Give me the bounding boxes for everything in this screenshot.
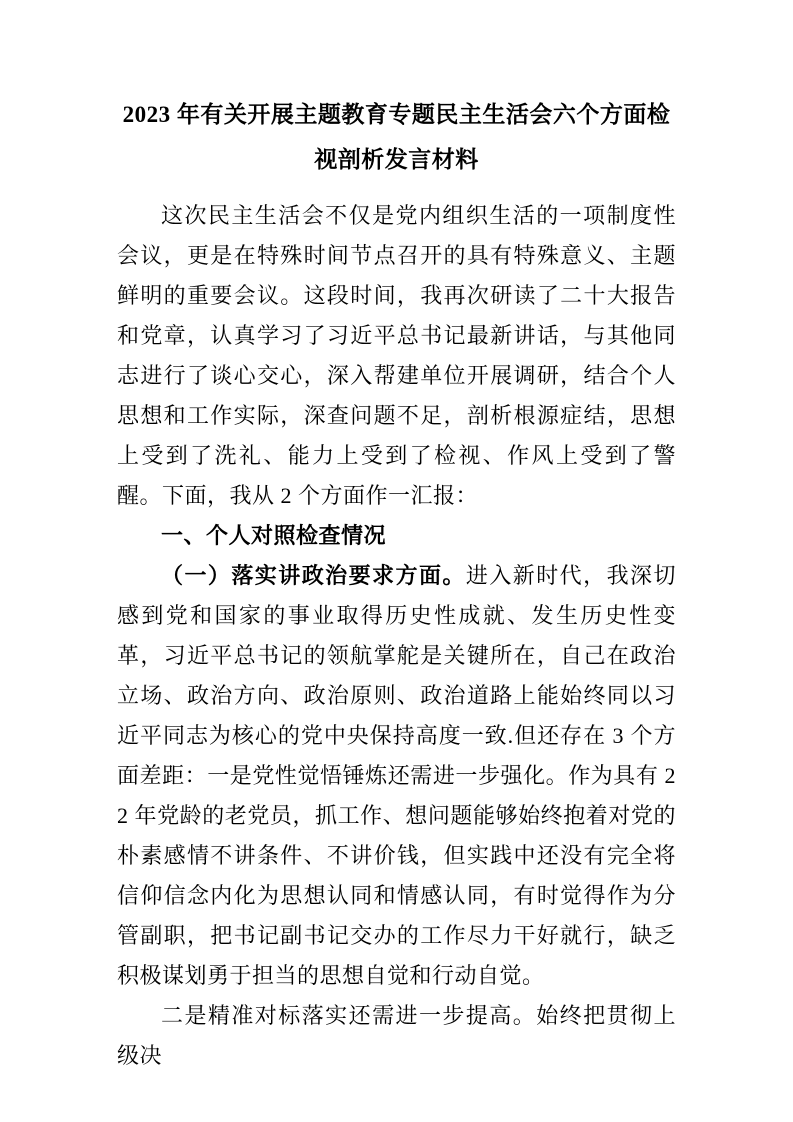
intro-paragraph: 这次民主生活会不仅是党内组织生活的一项制度性会议，更是在特殊时间节点召开的具有特殊意义、主题鲜明的重要会议。这段时间，我再次研读了二十大报告和党章，认真学习了习近平总书记最新讲话，与其他同志进行了谈心交心，深入帮建单位开展调研，结合个人思想和工作实际，深查问题不足，剖析根源症结，思想上受到了洗礼、能力上受到了检视、作风上受到了警醒。下面，我从 2 个方面作一汇报： <box>117 203 676 508</box>
subsection-one-text: 进入新时代，我深切感到党和国家的事业取得历史性成就、发生历史性变革，习近平总书记的领航掌舵是关键所在，自己在政治立场、政治方向、政治原则、政治道路上能始终同以习近平同志为核心的党中央保持高度一致.但还存在 3 个方面差距：一是党性觉悟锤炼还需进一步强化。作为具有 22 年党龄的老党员，抓工作、想问题能够始终抱着对党的朴素感情不讲条件、不讲价钱，但实践中还没有完全将信仰信念内化为思想认同和情感认同，有时觉得作为分管副职，把书记副书记交办的工作尽力干好就行，缺乏积极谋划勇于担当的思想自觉和行动自觉。 <box>117 563 676 988</box>
section-one-heading: 一、个人对照检查情况 <box>161 523 387 548</box>
subsection-one-paragraph <box>117 556 676 996</box>
subsection-one-lead: （一）落实讲政治要求方面。 <box>161 563 466 588</box>
document-title: 2023 年有关开展主题教育专题民主生活会六个方面检视剖析发言材料 <box>122 102 671 172</box>
point-two-paragraph: 二是精准对标落实还需进一步提高。始终把贯彻上级决 <box>117 1003 676 1068</box>
